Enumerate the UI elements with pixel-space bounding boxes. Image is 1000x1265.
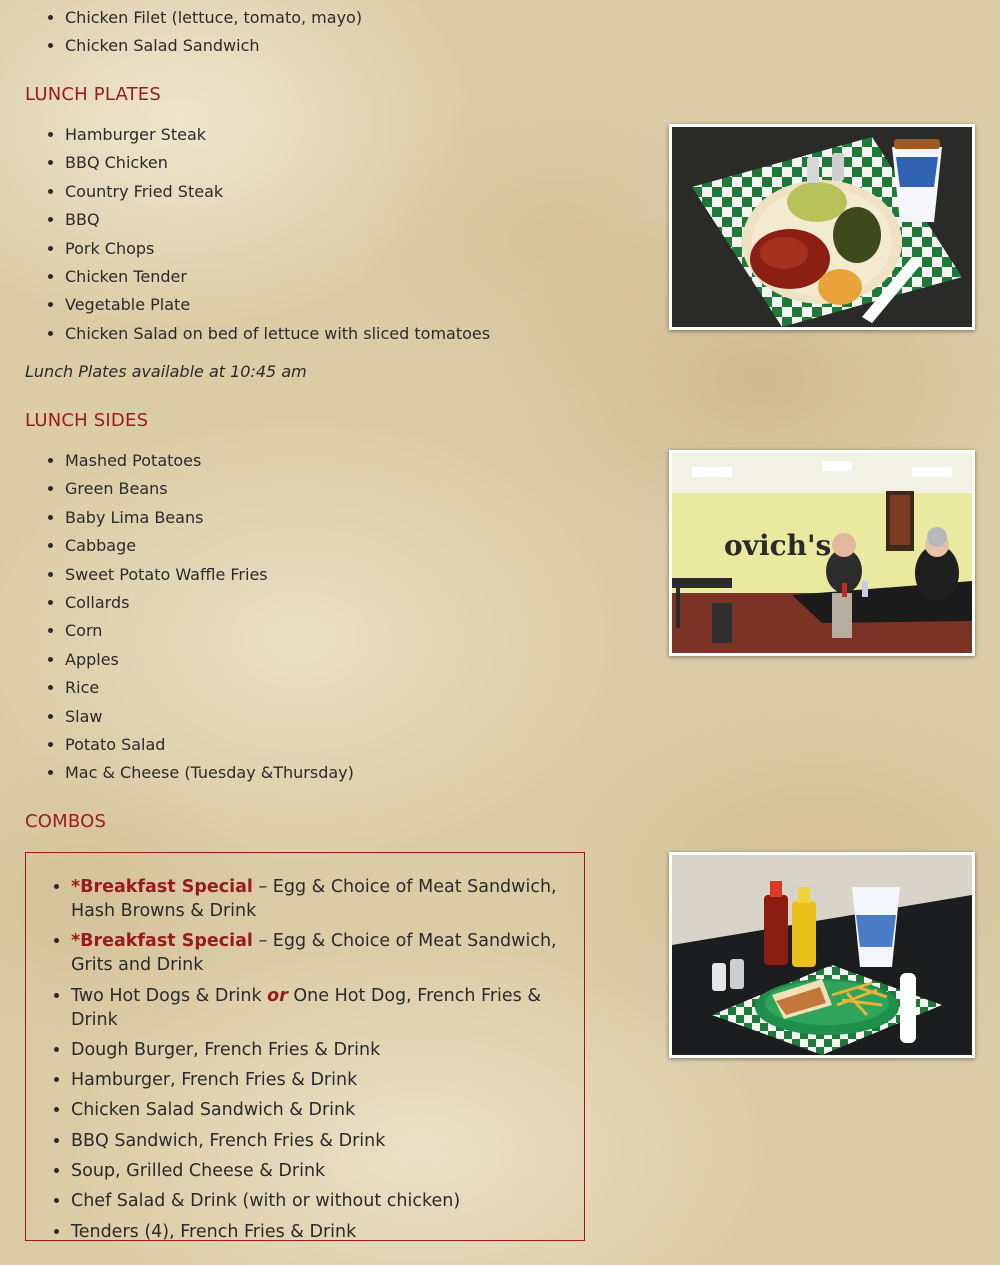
lunch-plate-photo (669, 124, 975, 330)
breakfast-special-text: – Egg & Choice of Meat Sandwich, Grits and Drink (71, 931, 557, 976)
list-item: • Rice (65, 674, 354, 702)
lunch-plates-list (25, 121, 490, 348)
list-item: • Chef Salad & Drink (with or without chicken) (71, 1189, 574, 1213)
lunch-plates-availability-note: Lunch Plates available at 10:45 am (25, 362, 307, 381)
lunch-sides-heading: LUNCH SIDES (25, 410, 149, 431)
list-item: • Dough Burger, French Fries & Drink (71, 1038, 574, 1062)
list-item: • Country Fried Steak (65, 178, 490, 206)
list-item (71, 875, 574, 923)
top-item-list (25, 4, 362, 61)
hotdog-option-2: One Hot Dog, French Fries & Drink (71, 985, 541, 1030)
list-item: • BBQ Sandwich, French Fries & Drink (71, 1129, 574, 1153)
combos-list (26, 853, 584, 1244)
list-item (71, 984, 574, 1032)
list-item: • Sweet Potato Waffle Fries (65, 561, 354, 589)
combo-meal-photo (669, 852, 975, 1058)
list-item: • Hamburger, French Fries & Drink (71, 1068, 574, 1092)
list-item: • Cabbage (65, 532, 354, 560)
lunch-sides-list (25, 447, 354, 788)
dining-room-sign: ovich's (724, 529, 832, 562)
list-item: • Mac & Cheese (Tuesday &Thursday) (65, 759, 354, 787)
list-item: • Chicken Filet (lettuce, tomato, mayo) (65, 4, 362, 32)
list-item: • Mashed Potatoes (65, 447, 354, 475)
dining-room-illustration (672, 453, 972, 653)
list-item: • Chicken Salad Sandwich & Drink (71, 1098, 574, 1122)
lunch-plates-heading: LUNCH PLATES (25, 84, 162, 105)
breakfast-special-label: *Breakfast Special (71, 877, 253, 897)
list-item: • Vegetable Plate (65, 291, 490, 319)
combo-meal-illustration (672, 855, 972, 1055)
list-item: • BBQ (65, 206, 490, 234)
list-item: • Collards (65, 589, 354, 617)
list-item: • Slaw (65, 703, 354, 731)
hotdog-option-1: Two Hot Dogs & Drink (71, 985, 268, 1006)
lunch-plate-illustration (672, 127, 972, 327)
list-item: • Tenders (4), French Fries & Drink (71, 1220, 574, 1244)
list-item: • Chicken Salad on bed of lettuce with sliced tomatoes (65, 320, 490, 348)
list-item: • Pork Chops (65, 235, 490, 263)
list-item: • Soup, Grilled Cheese & Drink (71, 1159, 574, 1183)
list-item: • Potato Salad (65, 731, 354, 759)
combos-heading: COMBOS (25, 811, 107, 832)
list-item: • Hamburger Steak (65, 121, 490, 149)
list-item: • Apples (65, 646, 354, 674)
dining-room-photo (669, 450, 975, 656)
breakfast-special-label: *Breakfast Special (71, 931, 253, 952)
list-item: • Baby Lima Beans (65, 504, 354, 532)
breakfast-special-text: – Egg & Choice of Meat Sandwich, Hash Browns & Drink (71, 877, 557, 921)
list-item: • Chicken Tender (65, 263, 490, 291)
or-separator: or (267, 985, 288, 1006)
list-item: • Green Beans (65, 475, 354, 503)
list-item: • Chicken Salad Sandwich (65, 32, 362, 60)
list-item (71, 929, 574, 977)
combos-box (25, 852, 585, 1241)
list-item: • Corn (65, 617, 354, 645)
list-item: • BBQ Chicken (65, 149, 490, 177)
